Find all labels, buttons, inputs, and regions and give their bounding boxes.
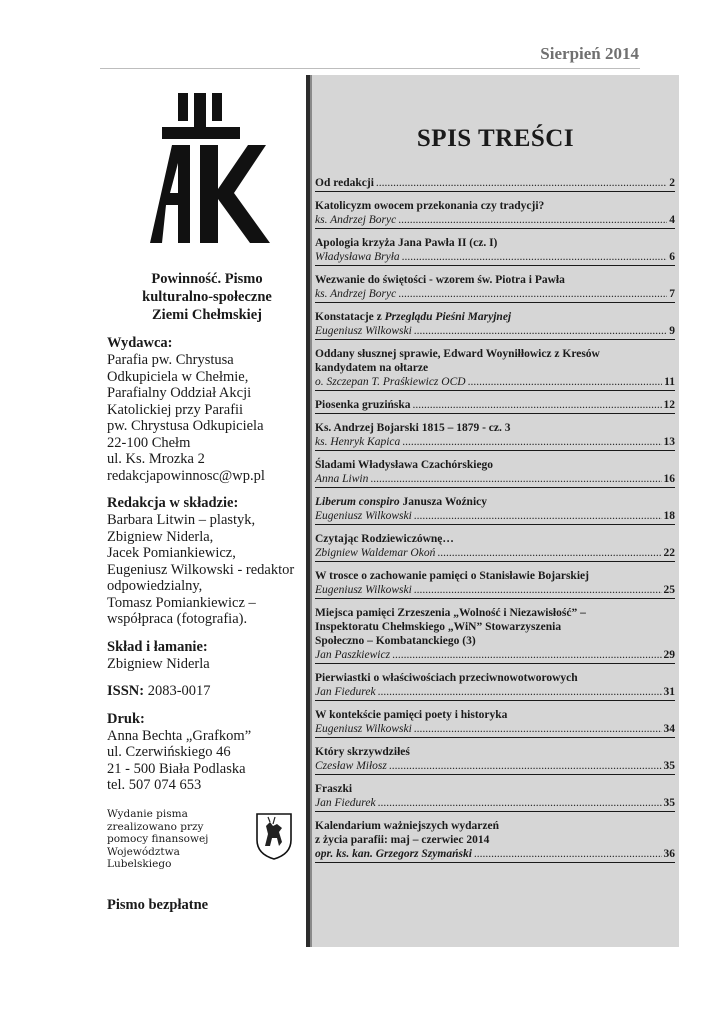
publication-title: Powinność. Pismo kulturalno-społeczne Ziemi Chełmskiej (142, 271, 272, 323)
publisher-heading: Wydawca: (107, 335, 173, 351)
editorial-heading: Redakcja w składzie: (107, 495, 239, 511)
toc-author: ks. Andrzej Boryc (315, 214, 397, 226)
toc-author: Jan Paszkiewicz (315, 649, 391, 661)
publisher-section: Wydawca: Parafia pw. Chrystusa Odkupiciela w Chełmie, Parafialny Oddział Akcji Katolickiej przy Parafii pw. Chrystusa Odkupiciela 22-100 Chełm ul. Ks. Mrozka 2 redakcjapowinnosc@wp.pl (107, 335, 297, 484)
typesetting-section: Skład i łamanie: Zbigniew Niderla (107, 639, 297, 673)
page-number: 13 (663, 436, 675, 448)
print-section: Druk: Anna Bechta „Grafkom” ul. Czerwińskiego 46 21 - 500 Biała Podlaska tel. 507 074 653 (107, 711, 297, 794)
ak-logo-icon (142, 93, 277, 243)
toc-author: opr. ks. kan. Grzegorz Szymański (315, 848, 472, 860)
toc-entry[interactable]: Śladami Władysława Czachórskiego Anna Liwin ..... 16 (315, 456, 675, 488)
page-number: 25 (663, 584, 675, 596)
toc-entry[interactable]: Oddany słusznej sprawie, Edward Woyniłłowicz z Kresów kandydatem na ołtarze o. Szczepan T. Praśkiewicz OCD ..... 11 (315, 345, 675, 391)
toc-author: Jan Fiedurek (315, 797, 376, 809)
toc-entry[interactable]: Ks. Andrzej Bojarski 1815 – 1879 - cz. 3 ks. Henryk Kapica ..... 13 (315, 419, 675, 451)
page-number: 16 (663, 473, 675, 485)
page-number: 35 (663, 760, 675, 772)
page-number: 6 (669, 251, 675, 263)
toc-entry[interactable]: Miejsca pamięci Zrzeszenia „Wolność i Niezawisłość” – Inspektoratu Chełmskiego „WiN” Stowarzyszenia Społeczno – Kombatanckiego (3) Jan Paszkiewicz ..... 29 (315, 604, 675, 664)
page-number: 2 (669, 177, 675, 189)
email-address: redakcjapowinnosc@wp.pl (107, 467, 265, 484)
toc-author: Zbigniew Waldemar Okoń (315, 547, 436, 559)
typesetting-heading: Skład i łamanie: (107, 638, 208, 655)
page-number: 11 (664, 376, 675, 388)
page-number: 31 (663, 686, 675, 698)
toc-list (315, 174, 675, 868)
toc-author: Eugeniusz Wilkowski (315, 325, 412, 337)
toc-entry[interactable]: Od redakcji ..... 2 (315, 174, 675, 192)
toc-entry[interactable]: Katolicyzm owocem przekonania czy tradycji? ks. Andrzej Boryc ..... 4 (315, 197, 675, 229)
header-rule (100, 68, 640, 69)
table-of-contents-panel (312, 75, 679, 947)
page-number: 34 (663, 723, 675, 735)
toc-author: Eugeniusz Wilkowski (315, 723, 412, 735)
toc-entry[interactable]: Liberum conspiro Janusza Woźnicy Eugeniusz Wilkowski ..... 18 (315, 493, 675, 525)
page-number: 29 (663, 649, 675, 661)
toc-entry[interactable]: Wezwanie do świętości - wzorem św. Piotra i Pawła ks. Andrzej Boryc ..... 7 (315, 271, 675, 303)
masthead-column (107, 270, 297, 794)
page-number: 7 (669, 288, 675, 300)
toc-entry[interactable]: Apologia krzyża Jana Pawła II (cz. I) Władysława Bryła ..... 6 (315, 234, 675, 266)
toc-entry[interactable]: Pierwiastki o właściwościach przeciwnowotworowych Jan Fiedurek ..... 31 (315, 669, 675, 701)
funding-note: Wydanie pisma zrealizowano przy pomocy finansowej Województwa Lubelskiego (107, 808, 297, 871)
toc-entry[interactable]: Konstatacje z Przeglądu Pieśni Maryjnej Eugeniusz Wilkowski ..... 9 (315, 308, 675, 340)
toc-title: SPIS TREŚCI (416, 125, 575, 152)
page-number: 35 (663, 797, 675, 809)
toc-entry[interactable]: Który skrzywdziłeś Czesław Miłosz ..... 35 (315, 743, 675, 775)
toc-entry[interactable]: Piosenka gruzińska ..... 12 (315, 396, 675, 414)
page-number: 4 (669, 214, 675, 226)
toc-entry[interactable]: Fraszki Jan Fiedurek ..... 35 (315, 780, 675, 812)
page-number: 12 (663, 399, 675, 411)
page-number: 9 (669, 325, 675, 337)
toc-author: ks. Henryk Kapica (315, 436, 401, 448)
page-number: 36 (663, 848, 675, 860)
issue-date: Sierpień 2014 (540, 44, 639, 63)
print-heading: Druk: (107, 710, 145, 727)
free-issue-note: Pismo bezpłatne (107, 897, 209, 913)
toc-entry[interactable]: Czytając Rodziewiczównę… Zbigniew Waldemar Okoń ..... 22 (315, 530, 675, 562)
toc-author: Eugeniusz Wilkowski (315, 584, 412, 596)
toc-entry[interactable]: W kontekście pamięci poety i historyka Eugeniusz Wilkowski ..... 34 (315, 706, 675, 738)
toc-author: ks. Andrzej Boryc (315, 288, 397, 300)
toc-author: Władysława Bryła (315, 251, 400, 263)
toc-author: Eugeniusz Wilkowski (315, 510, 412, 522)
toc-entry[interactable]: Kalendarium ważniejszych wydarzeń z życia parafii: maj – czerwiec 2014 opr. ks. kan. Grzegorz Szymański ..... 36 (315, 817, 675, 863)
lublin-crest-icon (255, 812, 293, 860)
toc-author: Czesław Miłosz (315, 760, 387, 772)
toc-author: Jan Fiedurek (315, 686, 376, 698)
page-number: 22 (663, 547, 675, 559)
issn: ISSN: 2083-0017 (107, 683, 211, 699)
toc-author: o. Szczepan T. Praśkiewicz OCD (315, 376, 466, 388)
toc-author: Anna Liwin (315, 473, 369, 485)
page-number: 18 (663, 510, 675, 522)
toc-entry[interactable]: W trosce o zachowanie pamięci o Stanisławie Bojarskiej Eugeniusz Wilkowski ..... 25 (315, 567, 675, 599)
editorial-section: Redakcja w składzie: Barbara Litwin – plastyk, Zbigniew Niderla, Jacek Pomiankiewicz, Eugeniusz Wilkowski - redaktor odpowiedzialny, Tomasz Pomiankiewicz – współpraca (fotografia). (107, 495, 297, 628)
